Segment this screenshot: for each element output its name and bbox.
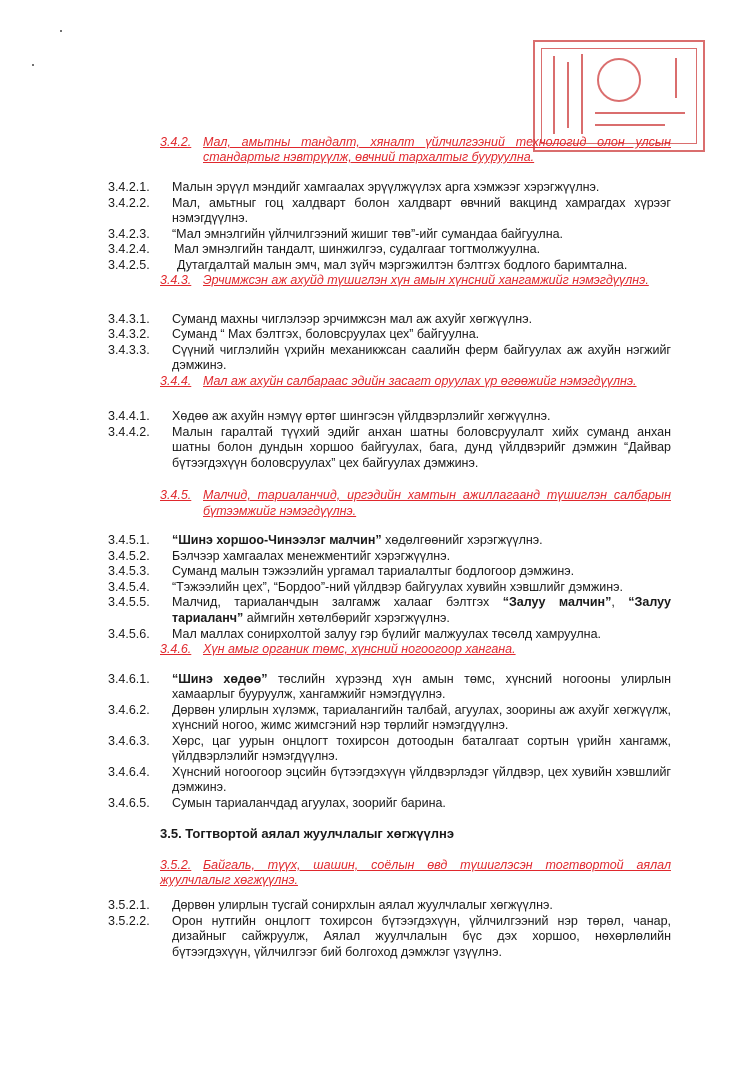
item-text: Орон нутгийн онцлогт тохирсон бүтээгдэхүүн, үйлчилгээний нэр төрөл, чанар, bbox=[172, 914, 671, 928]
item-number: 3.5.2.1. bbox=[108, 898, 150, 912]
section-3-4-2-title-cont: стандартыг нэвтрүүлж, өвчний тархалтыг бууруулна. bbox=[203, 150, 535, 164]
section-3-4-5-title: Малчид, тариаланчид, иргэдийн хамтын ажиллагаанд түшиглэн салбарын bbox=[203, 488, 671, 502]
item-number: 3.4.6.3. bbox=[108, 734, 150, 748]
scan-speck bbox=[60, 30, 62, 32]
item-text: Мал эмнэлгийн тандалт, шинжилгээ, судалгааг тогтмолжуулна. bbox=[174, 242, 541, 256]
item-text: Дөрвөн улирлын хүлэмж, тариалангийн талбай, агуулах, зоорины аж ахуйг хөгжүүлж, bbox=[172, 703, 671, 717]
item-text: Хүнсний ногоогоор эцсийн бүтээгдэхүүн үйлдвэрлэдэг үйлдвэр, цех хувийн хэвшлийг bbox=[172, 765, 671, 779]
section-3-4-3-number: 3.4.3. bbox=[160, 273, 192, 287]
section-3-5-2-title: Байгаль, түүх, шашин, соёлын өвд түшиглэсэн тогтвортой аялал bbox=[203, 858, 671, 872]
item-text: Мал маллах сонирхолтой залуу гэр бүлийг малжуулах төсөлд хамруулна. bbox=[172, 627, 601, 641]
item-text-cont: бүтээгдэхүүн боловсруулах” цех байгуулах дэмжинэ. bbox=[172, 456, 479, 470]
item-number: 3.4.6.1. bbox=[108, 672, 150, 686]
section-3-4-4-number: 3.4.4. bbox=[160, 374, 192, 388]
item-text-bold: “Шинэ хоршоо-Чинээлэг малчин” bbox=[172, 533, 382, 547]
item-text: Малын эрүүл мэндийг хамгаалах эрүүлжүүлэх арга хэмжээг хэрэгжүүлнэ. bbox=[172, 180, 600, 194]
item-text-cont: үйлдвэрлэлийг нэмэгдүүлнэ. bbox=[172, 749, 339, 763]
item-text-cont: шатны болон дундын хоршоо байгуулах, бага, дунд үйлдвэрийг дэмжин “Дайвар bbox=[172, 440, 671, 454]
scan-speck bbox=[32, 64, 34, 66]
section-3-4-5-title-cont: бүтээмжийг нэмэгдүүлнэ. bbox=[203, 504, 357, 518]
item-text: Мал, амьтныг гоц халдварт болон халдварт өвчний вакцинд хамрагдах хүрээг bbox=[172, 196, 671, 210]
item-text: Суманд малын тэжээлийн ургамал тариалалтыг бодлогоор дэмжинэ. bbox=[172, 564, 575, 578]
section-3-4-6-number: 3.4.6. bbox=[160, 642, 192, 656]
item-text-bold: “Шинэ хөдөө” bbox=[172, 672, 268, 686]
section-3-5-2-title-cont: жуулчлалыг хөгжүүлнэ. bbox=[160, 873, 298, 887]
item-text: Малчид, тариаланчдын залгамж халааг бэлтгэх “Залуу малчин”, “Залуу bbox=[172, 595, 672, 609]
item-number: 3.4.5.3. bbox=[108, 564, 150, 578]
section-3-5-heading: 3.5. Тогтвортой аялал жуулчлалыг хөгжүүлнэ bbox=[160, 826, 454, 841]
item-text-bold: “Залуу малчин” bbox=[502, 595, 612, 609]
item-text: Дутагдалтай малын эмч, мал зүйч мэргэжилтэн бэлтгэх бодлого баримтална. bbox=[177, 258, 628, 272]
item-number: 3.4.6.4. bbox=[108, 765, 150, 779]
item-text: “Шинэ хөдөө” төслийн хүрээнд хүн амын төмс, хүнсний ногооны улирлын bbox=[172, 672, 671, 686]
item-text-cont: хүнсний ногоо, жимс жимсгэний нэр төрлийг нэмэгдүүлнэ. bbox=[172, 718, 509, 732]
item-number: 3.4.3.3. bbox=[108, 343, 150, 357]
item-text-cont: дэмжинэ. bbox=[172, 358, 227, 372]
item-text: Суманд махны чиглэлээр эрчимжсэн мал аж ахуйг хөгжүүлнэ. bbox=[172, 312, 533, 326]
item-number: 3.4.5.5. bbox=[108, 595, 150, 609]
item-number: 3.4.3.1. bbox=[108, 312, 150, 326]
item-text: Бэлчээр хамгаалах менежментийг хэрэгжүүлнэ. bbox=[172, 549, 451, 563]
item-text-bold: тариаланч” bbox=[172, 611, 244, 625]
item-number: 3.4.2.5. bbox=[108, 258, 150, 272]
section-3-4-2-number: 3.4.2. bbox=[160, 135, 192, 149]
item-text: “Тэжээлийн цех”, “Бордоо”-ний үйлдвэр байгуулах хувийн хэвшлийг дэмжинэ. bbox=[172, 580, 623, 594]
item-text-cont: нэмэгдүүлнэ. bbox=[172, 211, 249, 225]
item-number: 3.5.2.2. bbox=[108, 914, 150, 928]
item-text-bold: “Залуу bbox=[628, 595, 672, 609]
section-3-4-3-title: Эрчимжсэн аж ахуйд түшиглэн хүн амын хүнсний хангамжийг нэмэгдүүлнэ. bbox=[203, 273, 649, 287]
item-number: 3.4.2.1. bbox=[108, 180, 150, 194]
item-number: 3.4.5.6. bbox=[108, 627, 150, 641]
item-number: 3.4.5.2. bbox=[108, 549, 150, 563]
section-3-4-2-title: Мал, амьтны тандалт, хяналт үйлчилгээний технологид олон улсын bbox=[203, 135, 671, 149]
section-3-4-5-number: 3.4.5. bbox=[160, 488, 192, 502]
item-text: Суманд “ Мах бэлтгэх, боловсруулах цех” байгуулна. bbox=[172, 327, 480, 341]
item-text-cont: дизайныг сайжруулж, Аялал жуулчлалын бүс дэх хоршоо, нөхөрлөлийн bbox=[172, 929, 671, 943]
section-3-4-4-title: Мал аж ахуйн салбараас эдийн засагт оруулах үр өгөөжийг нэмэгдүүлнэ. bbox=[203, 374, 637, 388]
item-text-cont: тариаланч” аймгийн хөтөлбөрийг хэрэгжүүлнэ. bbox=[172, 611, 450, 625]
item-number: 3.4.6.2. bbox=[108, 703, 150, 717]
item-number: 3.4.2.4. bbox=[108, 242, 150, 256]
item-text-cont: дэмжинэ. bbox=[172, 780, 227, 794]
item-text: Дөрвөн улирлын тусгай сонирхлын аялал жуулчлалыг хөгжүүлнэ. bbox=[172, 898, 553, 912]
item-text-rest: хөдөлгөөнийг хэрэгжүүлнэ. bbox=[381, 533, 543, 547]
item-number: 3.4.4.1. bbox=[108, 409, 150, 423]
item-text: Сүүний чиглэлийн үхрийн механикжсан саалийн ферм байгуулах аж ахуйн нэгжийг bbox=[172, 343, 671, 357]
section-3-5-2-number: 3.5.2. bbox=[160, 858, 192, 872]
item-number: 3.4.5.1. bbox=[108, 533, 150, 547]
item-text: Хөдөө аж ахуйн нэмүү өртөг шингэсэн үйлдвэрлэлийг хөгжүүлнэ. bbox=[172, 409, 551, 423]
section-3-4-6-title: Хүн амыг органик төмс, хүнсний ногоогоор хангана. bbox=[203, 642, 516, 656]
item-text: Малын гаралтай түүхий эдийг анхан шатны боловсруулалт хийх суманд анхан bbox=[172, 425, 671, 439]
item-number: 3.4.6.5. bbox=[108, 796, 150, 810]
item-number: 3.4.3.2. bbox=[108, 327, 150, 341]
item-text: “Мал эмнэлгийн үйлчилгээний жишиг төв”-ийг сумандаа байгуулна. bbox=[172, 227, 564, 241]
item-number: 3.4.2.3. bbox=[108, 227, 150, 241]
item-text: Хөрс, цаг уурын онцлогт тохирсон дотоодын баталгаат сортын үрийн хангамж, bbox=[172, 734, 671, 748]
item-text: Сумын тариаланчдад агуулах, зоорийг барина. bbox=[172, 796, 446, 810]
item-text-cont: хамаарлыг бууруулж, хангамжийг нэмэгдүүлнэ. bbox=[172, 687, 446, 701]
item-text-cont: бүтээгдэхүүн, үйлчилгээг бий болгоход дэмжлэг үзүүлнэ. bbox=[172, 945, 502, 959]
item-number: 3.4.2.2. bbox=[108, 196, 150, 210]
item-number: 3.4.5.4. bbox=[108, 580, 150, 594]
item-text bbox=[172, 533, 543, 548]
item-number: 3.4.4.2. bbox=[108, 425, 150, 439]
